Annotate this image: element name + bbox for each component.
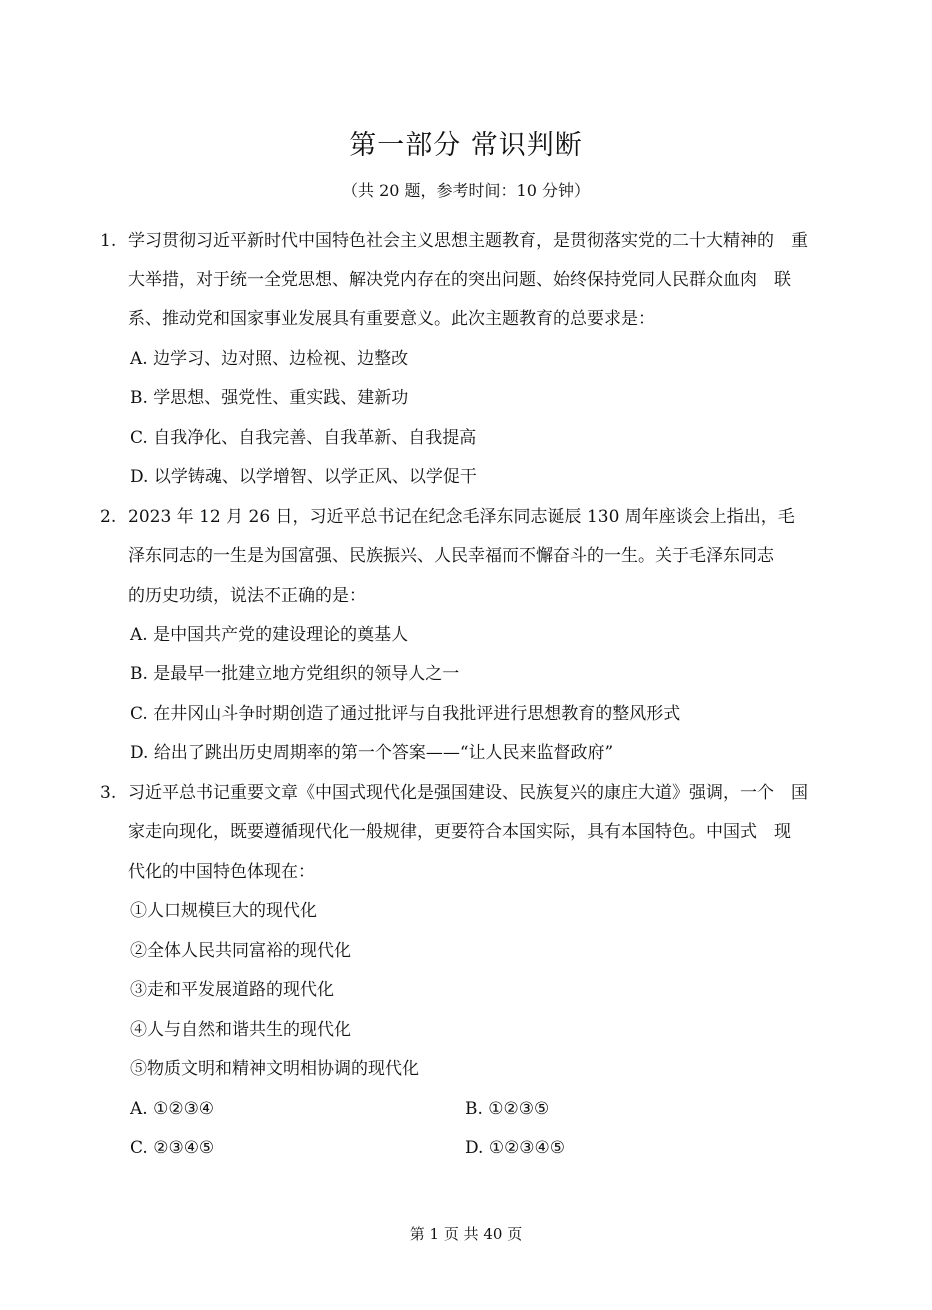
- question-number: 1.: [100, 231, 117, 251]
- question-stem-line: 习近平总书记重要文章《中国式现代化是强国建设、民族复兴的康庄大道》强调，一个 国: [128, 783, 808, 803]
- option-c: C. 在井冈山斗争时期创造了通过批评与自我批评进行思想教育的整风形式: [130, 704, 681, 724]
- option-d: D. ①②③④⑤: [465, 1138, 566, 1158]
- statement-item: ④人与自然和谐共生的现代化: [130, 1020, 351, 1040]
- option-b: B. ①②③⑤: [465, 1099, 550, 1119]
- question-stem-line: 学习贯彻习近平新时代中国特色社会主义思想主题教育，是贯彻落实党的二十大精神的 重: [128, 231, 808, 251]
- option-b: B. 学思想、强党性、重实践、建新功: [130, 388, 409, 408]
- question-stem-line: 泽东同志的一生是为国富强、民族振兴、人民幸福而不懈奋斗的一生。关于毛泽东同志: [128, 546, 774, 566]
- question-stem-line: 代化的中国特色体现在：: [128, 862, 315, 882]
- option-c: C. ②③④⑤: [130, 1138, 215, 1158]
- question-number: 2.: [100, 507, 117, 527]
- page-footer: 第 1 页 共 40 页: [409, 1225, 523, 1243]
- option-a: A. 是中国共产党的建设理论的奠基人: [130, 625, 409, 645]
- page-subtitle: （共 20 题，参考时间：10 分钟）: [342, 181, 590, 200]
- question-stem-line: 2023 年 12 月 26 日，习近平总书记在纪念毛泽东同志诞辰 130 周年座谈会上指出，毛: [128, 507, 795, 527]
- option-b: B. 是最早一批建立地方党组织的领导人之一: [130, 664, 460, 684]
- option-d: D. 以学铸魂、以学增智、以学正风、以学促干: [130, 467, 477, 487]
- option-a: A. 边学习、边对照、边检视、边整改: [130, 349, 409, 369]
- statement-item: ①人口规模巨大的现代化: [130, 901, 317, 921]
- question-stem-line: 的历史功绩，说法不正确的是：: [128, 586, 366, 606]
- statement-item: ⑤物质文明和精神文明相协调的现代化: [130, 1059, 419, 1079]
- question-stem-line: 大举措，对于统一全党思想、解决党内存在的突出问题、始终保持党同人民群众血肉 联: [128, 270, 791, 290]
- option-c: C. 自我净化、自我完善、自我革新、自我提高: [130, 428, 477, 448]
- statement-item: ②全体人民共同富裕的现代化: [130, 941, 351, 961]
- option-a: A. ①②③④: [130, 1099, 215, 1119]
- page-title: 第一部分 常识判断: [349, 130, 583, 161]
- question-stem-line: 系、推动党和国家事业发展具有重要意义。此次主题教育的总要求是：: [128, 309, 655, 329]
- option-d: D. 给出了跳出历史周期率的第一个答案——“让人民来监督政府”: [130, 743, 614, 763]
- question-stem-line: 家走向现化，既要遵循现代化一般规律，更要符合本国实际，具有本国特色。中国式 现: [128, 822, 791, 842]
- statement-item: ③走和平发展道路的现代化: [130, 980, 334, 1000]
- question-number: 3.: [100, 783, 117, 803]
